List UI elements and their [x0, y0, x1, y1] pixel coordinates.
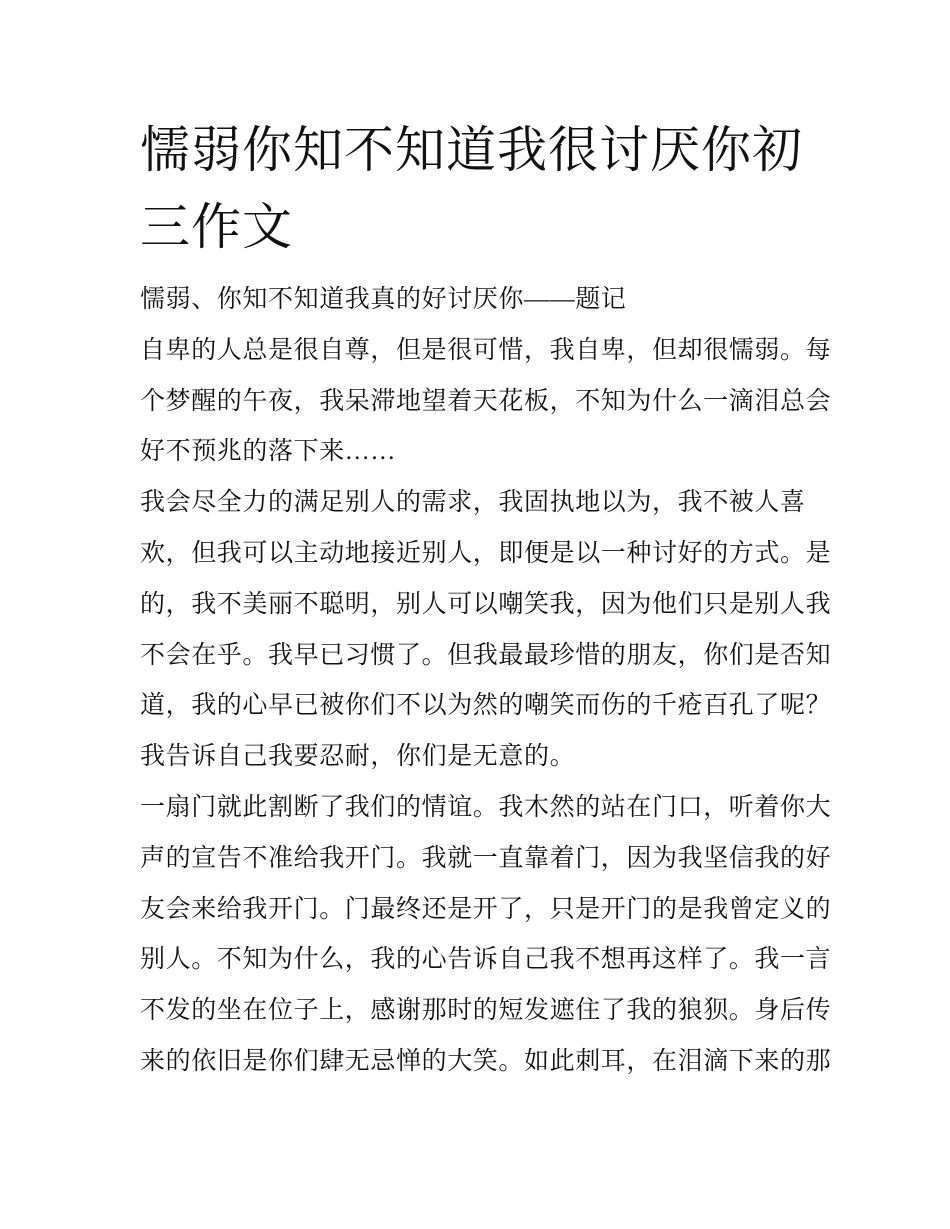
text-line: 友会来给我开门。门最终还是开了，只是开门的是我曾定义的 [140, 895, 832, 923]
text-line: 不会在乎。我早已习惯了。但我最最珍惜的朋友，你们是否知 [140, 641, 832, 669]
text-line: 声的宣告不准给我开门。我就一直靠着门，因为我坚信我的好 [140, 844, 832, 872]
title-line: 懦弱你知不知道我很讨厌你初 [140, 122, 803, 178]
text-line: 来的依旧是你们肆无忌惮的大笑。如此刺耳，在泪滴下来的那 [140, 1047, 832, 1075]
document-body [140, 283, 832, 1096]
text-line: 道，我的心早已被你们不以为然的嘲笑而伤的千疮百孔了呢？ [140, 692, 832, 720]
text-line: 一扇门就此割断了我们的情谊。我木然的站在门口，听着你大 [140, 793, 832, 821]
text-line: 我会尽全力的满足别人的需求，我固执地以为，我不被人喜 [140, 489, 806, 517]
text-line: 欢，但我可以主动地接近别人，即便是以一种讨好的方式。是 [140, 539, 832, 567]
text-line: 个梦醒的午夜，我呆滞地望着天花板，不知为什么一滴泪总会 [140, 387, 832, 415]
document-title [140, 112, 820, 266]
text-line: 别人。不知为什么，我的心告诉自己我不想再这样了。我一言 [140, 946, 832, 974]
text-line: 我告诉自己我要忍耐，你们是无意的。 [140, 743, 576, 771]
text-line: 的，我不美丽不聪明，别人可以嘲笑我，因为他们只是别人我 [140, 590, 832, 618]
text-line: 不发的坐在位子上，感谢那时的短发遮住了我的狼狈。身后传 [140, 997, 832, 1025]
text-line: 自卑的人总是很自尊，但是很可惜，我自卑，但却很懦弱。每 [140, 336, 832, 364]
text-line: 好不预兆的落下来…… [140, 438, 397, 466]
epigraph-line: 懦弱、你知不知道我真的好讨厌你——题记 [140, 286, 627, 313]
title-line: 三作文 [140, 199, 293, 255]
